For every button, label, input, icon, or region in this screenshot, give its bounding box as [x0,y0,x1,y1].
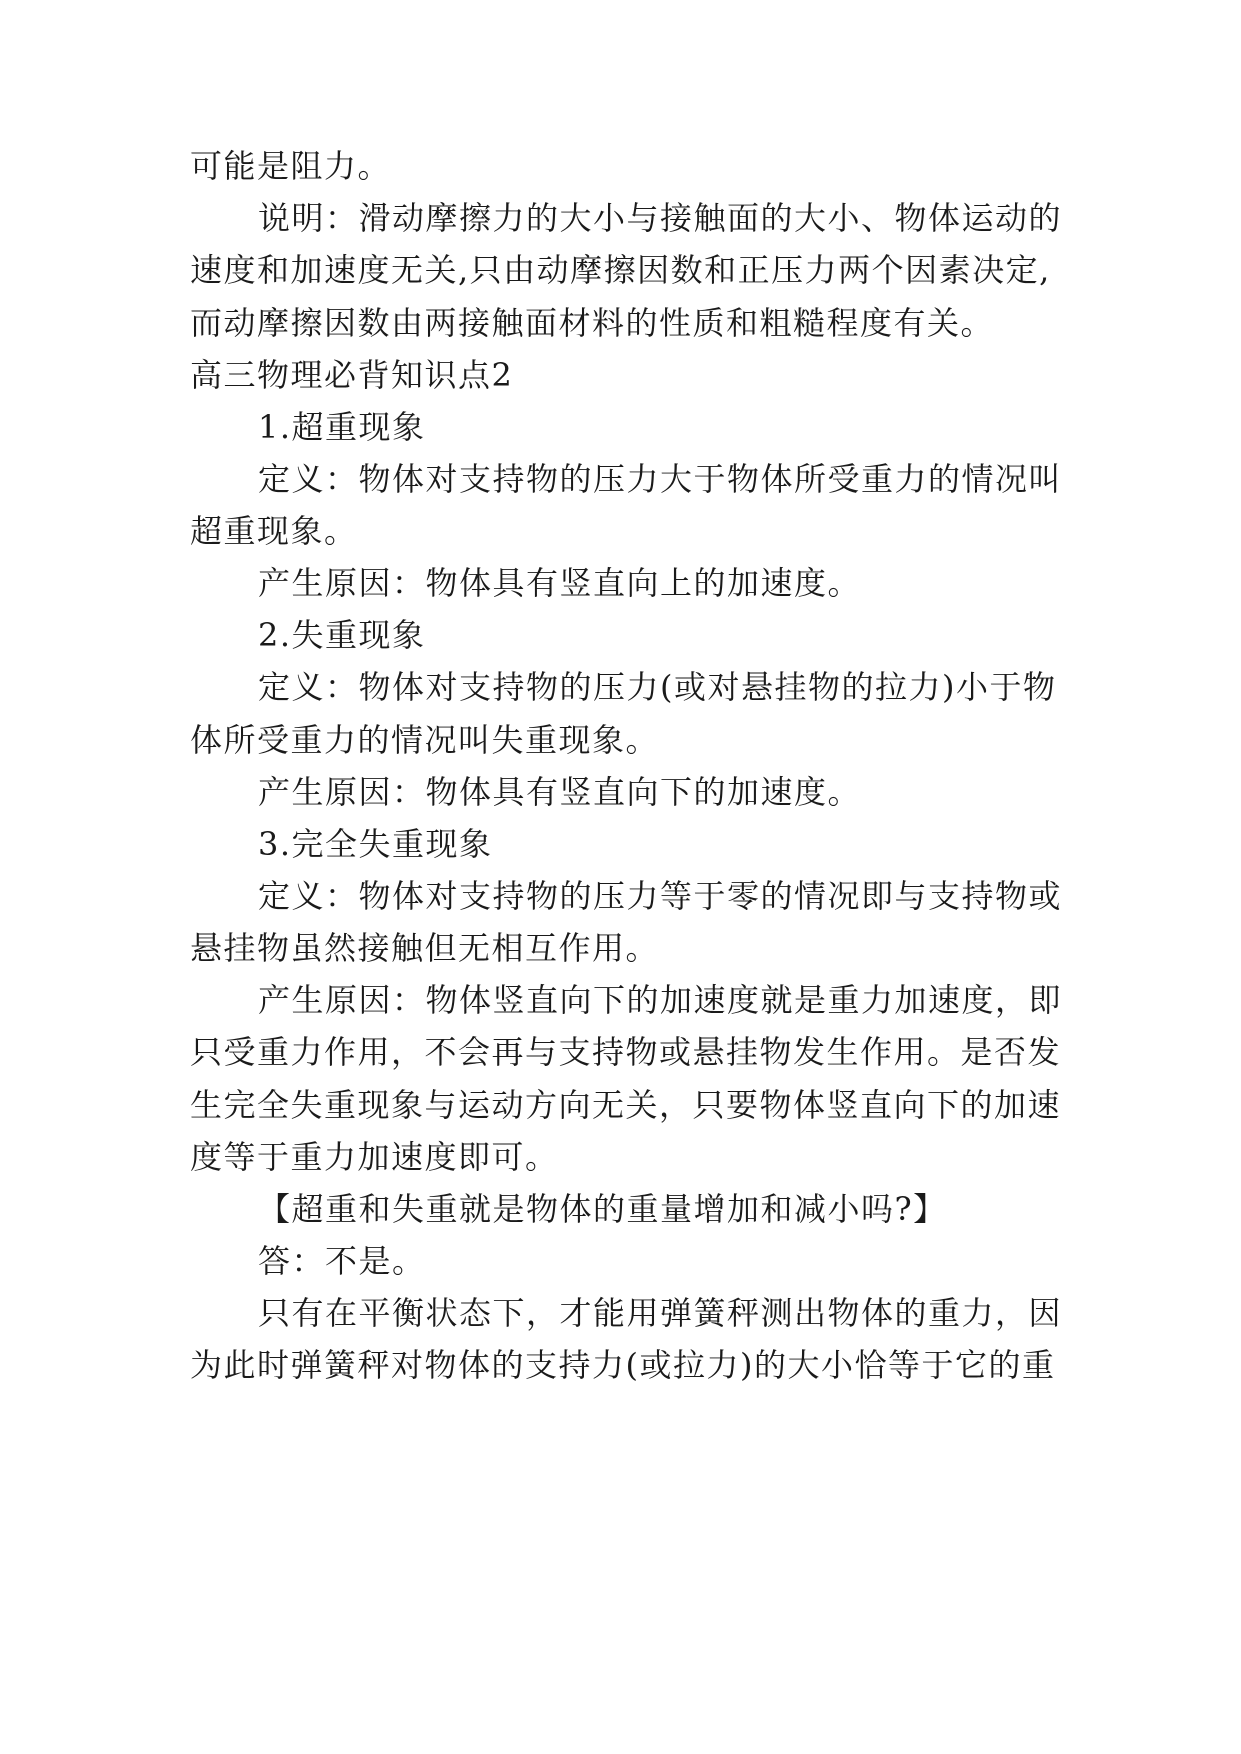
text-line: 产生原因：物体竖直向下的加速度就是重力加速度，即 [258,981,1063,1019]
text-line: 定义：物体对支持物的压力等于零的情况即与支持物或 [258,877,1063,915]
text-line: 体所受重力的情况叫失重现象。 [190,721,660,759]
question-line: 【超重和失重就是物体的重量增加和减小吗?】 [258,1190,947,1228]
text-line: 产生原因：物体具有竖直向下的加速度。 [258,773,862,811]
text-line: 只受重力作用，不会再与支持物或悬挂物发生作用。是否发 [190,1033,1062,1071]
text-line: 超重现象。 [190,512,358,550]
text-line: 定义：物体对支持物的压力(或对悬挂物的拉力)小于物 [258,668,1057,706]
text-line: 说明：滑动摩擦力的大小与接触面的大小、物体运动的 [258,199,1063,237]
text-line: 速度和加速度无关,只由动摩擦因数和正压力两个因素决定, [190,251,1051,289]
text-line: 悬挂物虽然接触但无相互作用。 [190,929,660,967]
subheading: 1.超重现象 [258,408,426,446]
text-line: 生完全失重现象与运动方向无关，只要物体竖直向下的加速 [190,1086,1062,1124]
subheading: 3.完全失重现象 [258,825,493,863]
section-heading: 高三物理必背知识点2 [190,356,514,394]
text-line: 度等于重力加速度即可。 [190,1138,559,1176]
text-line: 只有在平衡状态下，才能用弹簧秤测出物体的重力，因 [258,1294,1063,1332]
answer-line: 答：不是。 [258,1242,426,1280]
text-line: 可能是阻力。 [190,147,392,185]
text-line: 为此时弹簧秤对物体的支持力(或拉力)的大小恰等于它的重 [190,1346,1056,1384]
text-line: 定义：物体对支持物的压力大于物体所受重力的情况叫 [258,460,1063,498]
text-line: 产生原因：物体具有竖直向上的加速度。 [258,564,862,602]
text-line: 而动摩擦因数由两接触面材料的性质和粗糙程度有关。 [190,304,995,342]
subheading: 2.失重现象 [258,616,426,654]
